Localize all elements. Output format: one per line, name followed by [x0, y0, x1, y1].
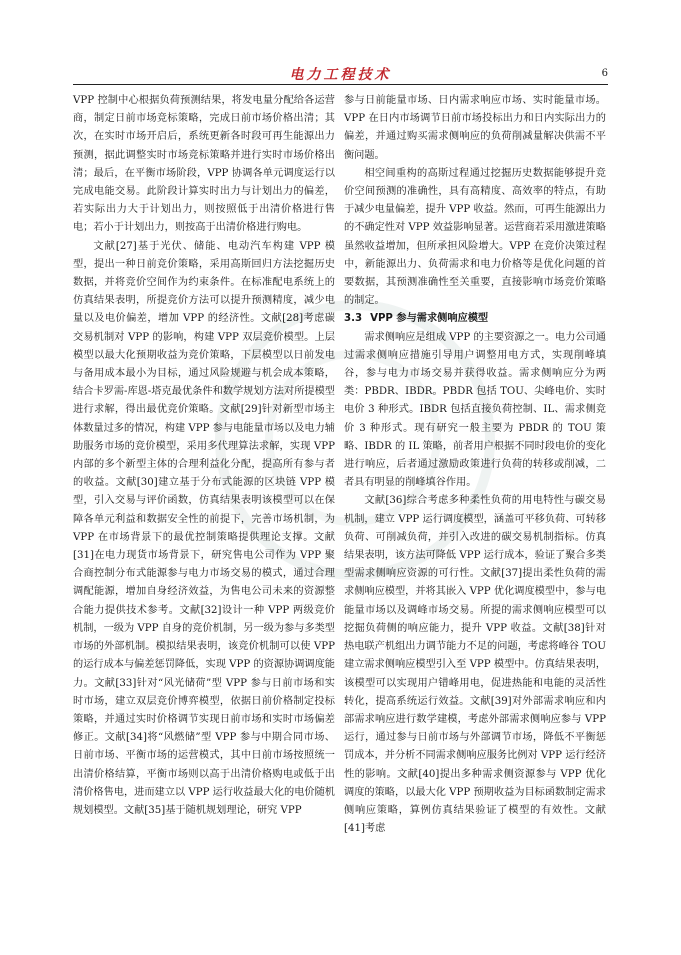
section-heading: [344, 310, 606, 328]
page-header: [73, 54, 608, 85]
paragraph: 需求侧响应是组成 VPP 的主要资源之一。电力公司通过需求侧响应措施引导用户调整用电方式，实现削峰填谷，参与电力市场交易并获得收益。需求侧响应分为两类：PBDR、IBDR。PBDR 包括 TOU、尖峰电价、实时电价 3 种形式。IBDR 包括直接负荷控制、IL、需求侧竞价 3 种形式。现有研究一般主要为 PBDR 的 TOU 策略、IBDR 的 IL 策略，前者用户根据不同时段电价的变化进行响应，后者通过激励政策进行负荷的转移或削减，二者具有明显的削峰填谷作用。: [344, 331, 606, 489]
paragraph: VPP 控制中心根据负荷预测结果，将发电量分配给各运营商，制定日前市场竞标策略，完成日前市场价格出清；其次，在实时市场开启后，系统更新各时段可再生能源出力预测，据此调整实时市场竞标策略并进行实时市场价格出清；最后，在平衡市场阶段，VPP 协调各单元调度运行以完成电能交易。此阶段计算实时出力与计划出力的偏差，若实际出力大于计划出力，则按照低于出清价格进行售电；若小于计划出力，则按高于出清价格进行购电。: [73, 95, 335, 234]
section-title: VPP 参与需求侧响应模型: [370, 313, 489, 325]
page-number: 6: [601, 68, 608, 79]
paragraph: 参与日前能量市场、日内需求响应市场、实时能量市场。VPP 在日内市场调节日前市场投标出力和日内实际出力的偏差，并通过购买需求侧响应的负荷削减量解决供需不平衡问题。: [344, 95, 606, 161]
paragraph: 文献[36]综合考虑多种柔性负荷的用电特性与碳交易机制，建立 VPP 运行调度模型，涵盖可平移负荷、可转移负荷、可削减负荷，并引入改进的碳交易机制指标。仿真结果表明，该方法可降低 VPP 运行成本，验证了聚合多类型需求侧响应资源的可行性。文献[37]提出柔性负荷的需求侧响应模型，并将其嵌入 VPP 优化调度模型中，参与电能量市场以及调峰市场交易。所提的需求侧响应模型可以挖掘负荷侧的响应能力，提升 VPP 收益。文献[38]针对热电联产机组出力调节能力不足的问题，考虑将峰谷 TOU 建立需求侧响应模型引入至 VPP 模型中。仿真结果表明，该模型可以实现用户错峰用电，促进热能和电能的灵活性转化，提高系统运行效益。文献[39]对外部需求响应和内部需求响应进行数学建模，考虑外部需求侧响应参与 VPP 运行，通过参与日前市场与外部调节市场，降低不平衡惩罚成本，并分析不同需求侧响应服务比例对 VPP 运行经济性的影响。文献[40]提出多种需求侧资源参与 VPP 优化调度的策略，以最大化 VPP 预期收益为目标函数制定需求侧响应策略，算例仿真结果验证了模型的有效性。文献[41]考虑: [344, 495, 606, 835]
paragraph: 文献[27]基于光伏、储能、电动汽车构建 VPP 模型，提出一种日前竞价策略，采用高斯回归方法挖掘历史数据，并将竞价空间作为约束条件。在标准配电系统上的仿真结果表明，所提竞价方法可以提升预测精度，减少电量以及电价偏差，增加 VPP 的经济性。文献[28]考虑碳交易机制对 VPP 的影响，构建 VPP 双层竞价模型。上层模型以最大化预期收益为竞价策略，下层模型以日前发电与备用成本最小为目标，通过风险规避与机会成本策略，结合卡罗需-库恩-塔克最优条件和数学规划方法对所提模型进行求解，得出最优竞价策略。文献[29]针对新型市场主体数量过多的情况，构建 VPP 参与电能量市场以及电力辅助服务市场的竞价模型，采用多代理算法求解，实现 VPP 内部的多个新型主体的合理利益化分配，提高所有参与者的收益。文献[30]建立基于分布式能源的区块链 VPP 模型，引入交易与评价函数，仿真结果表明该模型可以在保障各单元利益和数据安全性的前提下，完善市场机制，为 VPP 在市场背景下的最优控制策略提供理论支撑。文献[31]在电力现货市场背景下，研究售电公司作为 VPP 聚合商控制分布式能源参与电力市场交易的模式，通过合理调配能源，增加自身经济效益，为售电公司未来的资源整合能力提供技术参考。文献[32]设计一种 VPP 两级竞价机制，一级为 VPP 自身的竞价机制，另一级为参与多类型市场的外部机制。模拟结果表明，该竞价机制可以使 VPP 的运行成本与偏差惩罚降低，实现 VPP 的资源协调调度能力。文献[33]针对“风光储荷”型 VPP 参与日前市场和实时市场，建立双层竞价博弈模型，依据日前价格制定投标策略，并通过实时价格调节实现日前市场和实时市场偏差修正。文献[34]将“风燃储”型 VPP 参与中期合同市场、日前市场、平衡市场的运营模式，其中日前市场按照统一出清价格结算，平衡市场则以高于出清价格购电或低于出清价格售电，进而建立以 VPP 运行收益最大化的电价随机规划模型。文献[35]基于随机规划理论，研究 VPP: [73, 240, 335, 816]
journal-title: 电力工程技术: [289, 67, 392, 83]
paragraph: 相空间重构的高斯过程通过挖掘历史数据能够提升竞价空间预测的准确性，具有高精度、高效率的特点，有助于减少电量偏差，提升 VPP 收益。然而，可再生能源出力的不确定性对 VPP 效益影响显著。运营商若采用激进策略虽然收益增加，但所承担风险增大。VPP 在竞价决策过程中，新能源出力、负荷需求和电力价格等是优化问题的首要数据，其预测准确性至关重要，直接影响市场竞价策略的制定。: [344, 167, 606, 307]
right-column: [344, 92, 606, 838]
left-column: [73, 92, 335, 820]
section-number: 3.3: [344, 313, 363, 325]
